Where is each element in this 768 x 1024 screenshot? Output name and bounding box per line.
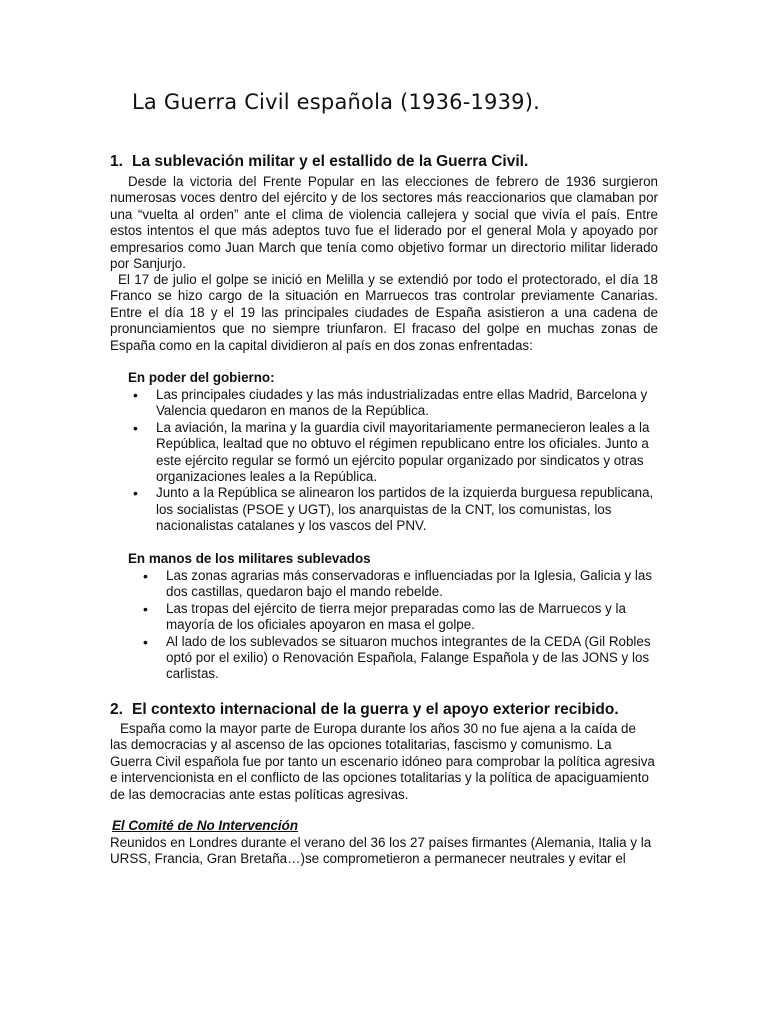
section-1-heading-text: La sublevación militar y el estallido de la Guerra Civil.: [132, 153, 529, 170]
list-item-text: Las zonas agrarias más conservadoras e influenciadas por la Iglesia, Galicia y las dos castillas, quedaron bajo el mando rebelde.: [166, 568, 653, 600]
bullet-icon: •: [133, 419, 138, 436]
bullet-icon: •: [133, 485, 138, 502]
list-item: [133, 387, 658, 420]
section-2-heading-text: El contexto internacional de la guerra y el apoyo exterior recibido.: [132, 701, 619, 718]
section-1-paragraph-1: Desde la victoria del Frente Popular en las elecciones de febrero de 1936 surgieron numerosas voces dentro del ejército y de los sectores más reaccionarios que clamaban por una “vuelta al orden” ante el clima de violencia callejera y social que vivía el país. Entre estos intentos el que más adeptos tuvo fue el liderado por el general Mola y apoyado por empresarios como Juan March que tenía como objetivo formar un directorio militar liderado por Sanjurjo.: [110, 174, 658, 272]
committee-heading: El Comité de No Intervención: [112, 818, 299, 833]
list-item-text: La aviación, la marina y la guardia civil mayoritariamente permanecieron leales a la República, lealtad que no obtuvo el régimen republicano entre los oficiales. Junto a este ejército regular se formó un ejército popular organizado por sindicatos y otras organizaciones leales a la República.: [156, 419, 650, 485]
section-2-heading: [110, 700, 619, 720]
list-item: [133, 485, 658, 534]
government-zone-heading: En poder del gobierno:: [128, 370, 275, 385]
list-item-text: Al lado de los sublevados se situaron muchos integrantes de la CEDA (Gil Robles optó por el exilio) o Renovación Española, Falange Española y de las JONS y los carlistas.: [166, 633, 651, 682]
list-item-text: Las tropas del ejército de tierra mejor preparadas como las de Marruecos y la mayoría de los oficiales apoyaron en masa el golpe.: [166, 600, 626, 633]
rebel-zone-heading: En manos de los militares sublevados: [128, 551, 371, 566]
bullet-icon: •: [143, 600, 148, 617]
document-title: La Guerra Civil española (1936-1939).: [132, 90, 540, 114]
section-2-number: 2.: [110, 701, 123, 718]
list-item: [143, 601, 663, 634]
list-item: [133, 420, 658, 486]
section-2-paragraph-1: España como la mayor parte de Europa durante los años 30 no fue ajena a la caída de las democracias y al ascenso de las opciones totalitarias, fascismo y comunismo. La Guerra Civil española fue por tanto un escenario idóneo para comprobar la política agresiva e intervencionista en el conflicto de las opciones totalitarias y la política de apaciguamiento de las democracias ante estas políticas agresivas.: [110, 721, 655, 802]
bullet-icon: •: [143, 568, 148, 584]
list-item-text: Junto a la República se alinearon los partidos de la izquierda burguesa republicana, los socialistas (PSOE y UGT), los anarquistas de la CNT, los comunistas, los nacionalistas catalanes y los vascos del PNV.: [156, 485, 654, 534]
rebel-zone-list: [143, 568, 663, 683]
list-item: [143, 634, 663, 683]
government-zone-list: [133, 387, 658, 535]
bullet-icon: •: [133, 387, 138, 403]
section-1-heading: [110, 152, 528, 172]
bullet-icon: •: [143, 633, 148, 650]
section-1-paragraph-2: El 17 de julio el golpe se inició en Melilla y se extendió por todo el protectorado, el día 18 Franco se hizo cargo de la situación en Marruecos tras controlar previamente Canarias. Entre el día 18 y el 19 las principales ciudades de España asistieron a una cadena de pronunciamientos que no siempre triunfaron. El fracaso del golpe en muchas zonas de España como en la capital dividieron al país en dos zonas enfrentadas:: [110, 272, 658, 353]
section-1-number: 1.: [110, 153, 123, 170]
committee-paragraph: Reunidos en Londres durante el verano del 36 los 27 países firmantes (Alemania, Italia y la URSS, Francia, Gran Bretaña…)se comprometieron a permanecer neutrales y evitar el: [110, 835, 652, 867]
list-item: [143, 568, 663, 601]
list-item-text: Las principales ciudades y las más industrializadas entre ellas Madrid, Barcelona y Valencia quedaron en manos de la República.: [156, 387, 648, 419]
